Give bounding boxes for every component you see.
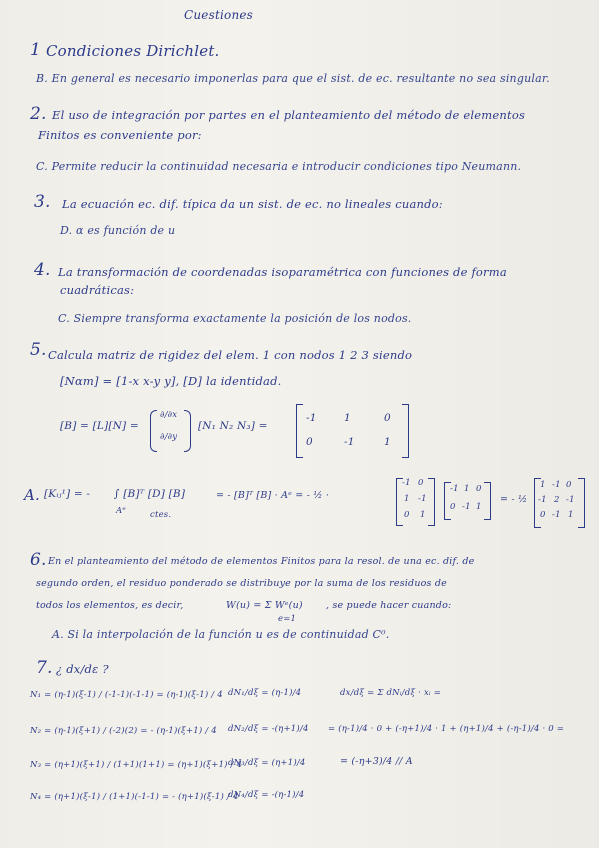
b2-r2c3: 1	[476, 502, 482, 512]
question-6-line2: segundo orden, el residuo ponderado se distribuye por la suma de los residuos de	[36, 578, 447, 589]
k-r1c2: -1	[552, 480, 561, 490]
b2-r1c1: -1	[450, 484, 459, 494]
b2-matrix-right-bracket	[484, 482, 491, 520]
dx-dxi-formula: dx/dξ = Σ dNᵢ/dξ · xᵢ =	[340, 688, 442, 698]
b2-r2c1: 0	[450, 502, 456, 512]
question-4-prompt-line2: cuadráticas:	[60, 283, 135, 297]
partial-y-operator: ∂/∂y	[160, 432, 178, 442]
question-4-number: 4.	[34, 260, 51, 280]
derivative-n3: dN₃/dξ = (η+1)/4	[228, 758, 306, 768]
shape-function-n1: N₁ = (η-1)(ξ-1) / (-1-1)(-1-1) = (η-1)(ξ-1) / 4	[30, 690, 223, 700]
question-5-answer-label: A.	[24, 486, 41, 504]
question-2-prompt-line1: El uso de integración por partes en el planteamiento del método de elementos	[52, 108, 526, 122]
shape-function-n4: N₄ = (η+1)(ξ-1) / (1+1)(-1-1) = - (η+1)(ξ-1) / 4	[30, 792, 239, 802]
question-3-prompt: La ecuación ec. dif. típica da un sist. de ec. no lineales cuando:	[62, 197, 443, 211]
operator-left-brace	[150, 410, 157, 452]
derivative-n1: dN₁/dξ = (η-1)/4	[228, 688, 302, 698]
k-r3c3: 1	[568, 510, 574, 520]
question-6-answer: A. Si la interpolación de la función u es de continuidad C⁰.	[52, 628, 390, 641]
k-r1c1: 1	[540, 480, 546, 490]
k-r1c3: 0	[566, 480, 572, 490]
bt-r2c2: -1	[418, 494, 427, 504]
b-matrix-definition: [B] = [L][N] =	[60, 420, 139, 432]
k-r3c2: -1	[552, 510, 561, 520]
question-2-number: 2.	[30, 104, 47, 124]
question-6-line1: En el planteamiento del método de elementos Finitos para la resol. de una ec. dif. de	[48, 556, 475, 567]
k-r2c1: -1	[538, 495, 547, 505]
question-6-line3-end: , se puede hacer cuando:	[326, 600, 452, 611]
shape-function-n2: N₂ = (η-1)(ξ+1) / (-2)(2) = - (η-1)(ξ+1) / 4	[30, 726, 217, 736]
k-r2c2: 2	[554, 495, 560, 505]
question-4-prompt-line1: La transformación de coordenadas isoparamétrica con funciones de forma	[58, 265, 507, 279]
question-7-number: 7.	[36, 658, 53, 678]
sum-index: e=1	[278, 614, 297, 624]
question-3-number: 3.	[34, 192, 51, 212]
shape-function-n3: N₃ = (η+1)(ξ+1) / (1+1)(1+1) = (η+1)(ξ+1) / 4	[30, 760, 243, 770]
question-2-prompt-line2: Finitos es conveniente por:	[38, 128, 202, 142]
bt-r2c1: 1	[404, 494, 410, 504]
question-6-number: 6.	[30, 550, 47, 570]
dx-dxi-substitution: = (η-1)/4 · 0 + (-η+1)/4 · 1 + (η+1)/4 + (-η-1)/4 · 0 =	[328, 724, 565, 734]
operator-right-brace	[184, 410, 191, 452]
b-matrix-r1c1: -1	[306, 412, 317, 424]
stiffness-lhs: [Kᵢⱼ¹] = -	[44, 488, 91, 500]
b-matrix-left-bracket	[296, 404, 303, 458]
bt-r3c1: 0	[404, 510, 410, 520]
b-matrix-right-bracket	[402, 404, 409, 458]
b-matrix-r2c2: -1	[344, 436, 355, 448]
question-1-answer: B. En general es necesario imponerlas para que el sist. de ec. resultante no sea singular.	[36, 72, 550, 85]
b-matrix-r2c3: 1	[384, 436, 391, 448]
b-matrix-r1c2: 1	[344, 412, 351, 424]
k-matrix-right-bracket	[578, 478, 585, 528]
question-2-answer: C. Permite reducir la continuidad necesaria e introducir condiciones tipo Neumann.	[36, 160, 522, 173]
constants-note: ctes.	[150, 510, 172, 520]
partial-x-operator: ∂/∂x	[160, 410, 178, 420]
b-matrix-r2c1: 0	[306, 436, 313, 448]
weighted-residual-formula: W(u) = Σ Wᵉ(u)	[226, 600, 303, 611]
dx-dxi-result: = (-η+3)/4 // A	[340, 756, 413, 767]
question-3-answer: D. α es función de u	[60, 224, 176, 237]
n-vector: [N₁ N₂ N₃] =	[198, 420, 268, 432]
b-matrix-r1c3: 0	[384, 412, 391, 424]
stiffness-middle: = - [B]ᵀ [B] · Aᵉ = - ½ ·	[216, 490, 330, 501]
k-r2c3: -1	[566, 495, 575, 505]
question-7-prompt: ¿ dx/dε ?	[56, 662, 109, 676]
integral-domain: Aᵉ	[116, 506, 126, 516]
question-5-number: 5.	[30, 340, 47, 360]
bt-r1c1: -1	[402, 478, 411, 488]
question-5-prompt-line2: [Nαm] = [1-x x-y y], [D] la identidad.	[60, 374, 282, 388]
bt-r3c2: 1	[420, 510, 426, 520]
stiffness-equals: = - ½	[500, 494, 528, 505]
k-r3c1: 0	[540, 510, 546, 520]
bt-r1c2: 0	[418, 478, 424, 488]
page-title: Cuestiones	[184, 8, 254, 22]
question-1-number: 1	[30, 40, 42, 60]
derivative-n2: dN₂/dξ = -(η+1)/4	[228, 724, 309, 734]
bt-matrix-right-bracket	[428, 478, 435, 526]
question-6-line3: todos los elementos, es decir,	[36, 600, 184, 611]
b2-r1c3: 0	[476, 484, 482, 494]
b2-r2c2: -1	[462, 502, 471, 512]
stiffness-integral: ∫ [B]ᵀ [D] [B]	[114, 488, 186, 500]
question-5-prompt-line1: Calcula matriz de rigidez del elem. 1 con nodos 1 2 3 siendo	[48, 348, 413, 362]
derivative-n4: dN₄/dξ = -(η-1)/4	[228, 790, 305, 800]
b2-r1c2: 1	[464, 484, 470, 494]
question-1-prompt: Condiciones Dirichlet.	[46, 42, 220, 60]
question-4-answer: C. Siempre transforma exactamente la posición de los nodos.	[58, 312, 412, 325]
